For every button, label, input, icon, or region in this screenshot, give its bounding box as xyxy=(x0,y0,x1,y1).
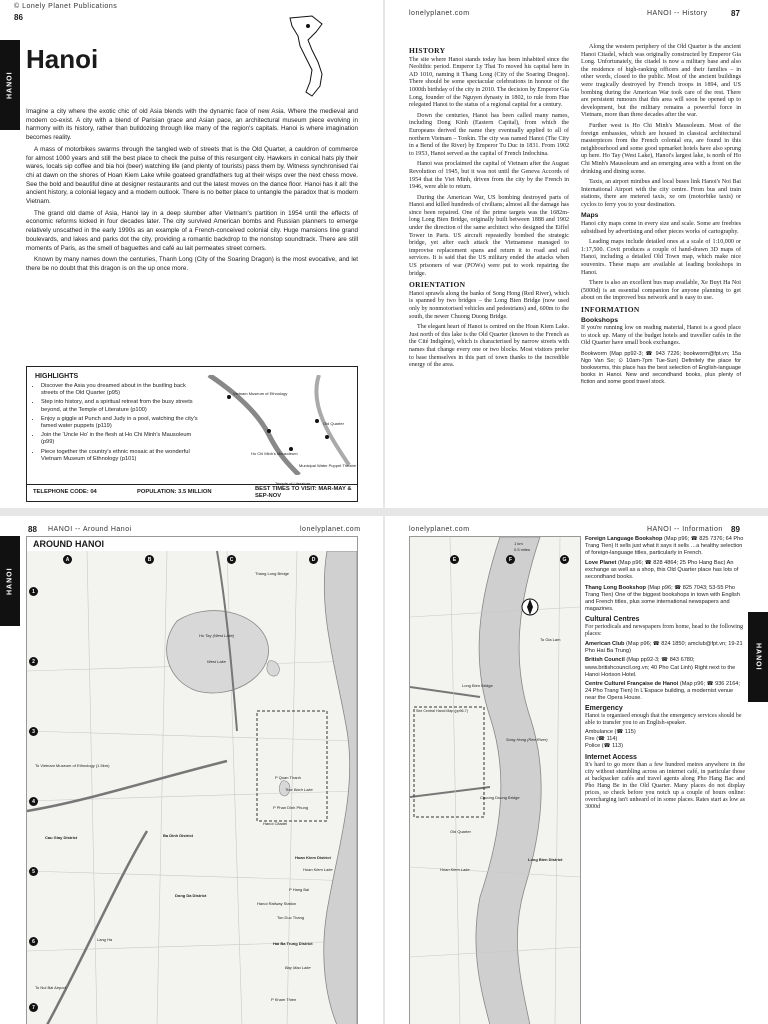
side-tab: HANOI xyxy=(0,40,20,130)
map-label: Old Quarter xyxy=(323,421,344,426)
map-label: Lang Ha xyxy=(97,937,113,942)
grid-col-marker: E xyxy=(450,555,459,564)
paragraph: The site where Hanoi stands today has been inhabited since the Neolithic period. Emperor Ly Thai To moved his capital here in AD 1010, naming it Thang Long (City of the Soaring Dragon). There should be some spectacular celebrations in honour of the 1000th birthday of the city in 2010. The decision by Emperor Gia Long, founder of the Nguyen dynasty in 1802, to rule from Hue relegated Hanoi to the status of a regional capital for a century. xyxy=(409,56,569,109)
map-label: Bay Mau Lake xyxy=(285,965,311,970)
hanoi-east-map-canvas xyxy=(410,537,580,1024)
grid-row-marker: 1 xyxy=(29,587,38,596)
highlight-item: • Discover the Asia you dreamed about in the bustling back streets of the Old Quarter (p95) xyxy=(41,383,199,397)
map-label: P Kham Thien xyxy=(271,997,297,1002)
intro-paragraph: Imagine a city where the exotic chic of old Asia blends with the dynamic face of new Asia. Where the medieval and modern co-exist. A city with a blend of Parisian grace and Asian pace, an architectural museum piece evolving in harmony with its history, rather than bulldozing through like many of the region's capitals. Hanoi is where imagination becomes reality. xyxy=(26,108,358,142)
running-head: lonelyplanet.com xyxy=(409,10,470,17)
section-head: HANOI -- Around Hanoi xyxy=(48,526,132,533)
listing-text: (Map p96; ☎ 825 7043; 53-55 Pho Trang Tien) One of the biggest bookshops in town with English and French titles, plus some international newspapers and magazines. xyxy=(585,584,740,612)
map-label: To Noi Bai Airport xyxy=(35,985,66,990)
map-label: Cau Giay District xyxy=(45,835,78,840)
highlights-footer xyxy=(27,484,357,501)
grid-col-marker: C xyxy=(227,555,236,564)
map-label: Vietnam Museum of Ethnology xyxy=(233,391,288,396)
map-label: Ton Duc Thang xyxy=(277,915,305,920)
paragraph: If you're running low on reading material, Hanoi is a good place to stock up. Many of the budget hotels and traveller cafés in the Old Quarter have small book exchanges. xyxy=(581,325,741,347)
page-number: 87 xyxy=(731,9,740,18)
map-label: Ho Chi Minh's Mausoleum xyxy=(251,451,298,456)
listing xyxy=(585,560,745,581)
paragraph: A mass of motorbikes swarms through the tangled web of streets that is the Old Quarter, a cauldron of commerce for almost 1000 years and still the best place to check the pulse of this resurgent city. Hawkers in conical hats ply their wares, locals sip coffee and bia hoi (beer) watching life (and plenty of tourists) pass them by. Witness synchronised t'ai chi at dawn on the shores of Hoan Kiem Lake while goateed grandfathers tug at their wisps over the next chess move. See the bold and beautiful dine at designer restaurants and cut the latest moves on the dance floor. Hanoi has it all: the ancient history, a colonial legacy and a modern outlook. There is no better place to untangle the paradox that is modern Vietnam. xyxy=(26,145,358,206)
map-label: To Gia Lam xyxy=(540,637,561,642)
listing-text: (Map p96; ☎ 828 4864; 25 Pho Hang Bac) An exchange as well as a shop, this Old Quarter place has lots of secondhand books. xyxy=(585,560,739,581)
listing xyxy=(585,641,745,655)
paragraph: Further west is Ho Chi Minh's Mausoleum. Most of the foreign embassies, which are housed in classical architectural masterpieces from the French colonial era, are found in this neighbourhood and some good upmarket hotels have also sprung up here. Ho Tay (West Lake), Hanoi's largest lake, is north of Ho Chi Minh's Mausoleum and an emerging area with a front on the drinking and dining scene. xyxy=(581,122,741,175)
section-heading: ORIENTATION xyxy=(409,280,466,290)
information-column xyxy=(585,536,745,811)
side-tab: HANOI xyxy=(0,536,20,626)
subheading: Bookshops xyxy=(581,316,619,324)
map-label: Chuong Duong Bridge xyxy=(480,795,520,800)
grid-row-marker: 2 xyxy=(29,657,38,666)
listing-name: British Council xyxy=(585,657,625,664)
scale-label: 0.5 miles xyxy=(514,547,531,552)
map-label: Old Quarter xyxy=(450,829,471,834)
running-head: lonelyplanet.com xyxy=(409,526,470,533)
listing-name: Thang Long Bookshop xyxy=(585,584,646,591)
section-head: HANOI -- Information xyxy=(647,526,723,533)
paragraph: Hanoi sprawls along the banks of Song Hong (Red River), which is spanned by two bridges – the Long Bien Bridge (now used only by nonmotorised vehicles and pedestrians) and, 600m to the south, the newer Chuong Duong Bridge. xyxy=(409,290,569,320)
highlights-list xyxy=(31,383,199,465)
map-label: Dong Da District xyxy=(175,893,207,898)
subheading: Maps xyxy=(581,212,599,220)
paragraph: The grand old dame of Asia, Hanoi lay in a deep slumber after Vietnam's partition in 1954 until the effects of economic reforms kicked in four decades later. The city survived American bombs and Russian planners to emerge relatively unscathed in the early 1990s as an example of a French-conceived colonial city. Huge mansions line grand boulevards, and lakes and parks dot the city, providing a romantic backdrop to the nonstop soundtrack. There are still moments of Paris, as the smell of baguettes and café au lait permeates street corners. xyxy=(26,209,358,252)
map-label: P Quan Thanh xyxy=(275,775,301,780)
listing xyxy=(585,585,745,613)
highlight-item: • Enjoy a giggle at Punch and Judy in a pool, watching the city's famed water puppets (p119) xyxy=(41,416,199,430)
listing-name: Love Planet xyxy=(585,560,617,567)
page-86 xyxy=(0,0,383,508)
listing-name: Centre Culturel Française de Hanoi xyxy=(585,680,679,687)
side-tab: HANOI xyxy=(748,612,768,702)
population: POPULATION: 3.5 MILLION xyxy=(137,489,212,495)
listing xyxy=(585,657,745,678)
grid-col-marker: A xyxy=(63,555,72,564)
page-87 xyxy=(385,0,768,508)
copyright: © Lonely Planet Publications xyxy=(14,3,118,10)
grid-col-marker: G xyxy=(560,555,569,564)
highlight-item: • Step into history, and a spiritual retreat from the busy streets beyond, at the Temple of Literature (p100) xyxy=(41,399,199,413)
map-label: See Central Hanoi Map (pp96-7) xyxy=(416,709,468,713)
page-number: 89 xyxy=(731,525,740,534)
map-label: P Phan Dinh Phung xyxy=(273,805,309,810)
map-label: Municipal Water Puppet Theatre xyxy=(299,463,357,468)
map-label: Hoan Kiem Lake xyxy=(303,867,333,872)
paragraph: Hanoi was proclaimed the capital of Vietnam after the August Revolution of 1945, but it was not until the Geneva Accords of 1954 that the Viet Minh, driven from the city by the French in 1946, were able to return. xyxy=(409,161,569,191)
paragraph: The elegant heart of Hanoi is centred on the Hoan Kiem Lake. Just north of this lake is the Old Quarter (known to the French as the Cité Indigène), which is characterised by narrow streets with names that change every one or two blocks. Most visitors prefer to base themselves in this part of town thanks to the incredible energy of the area. xyxy=(409,324,569,369)
page-89 xyxy=(385,516,768,1024)
map-label: Ho Tay (West Lake) xyxy=(199,633,235,638)
map-label: Hoan Kiem District xyxy=(295,855,331,860)
page-number: 88 xyxy=(28,525,37,534)
paragraph: Along the western periphery of the Old Quarter is the ancient Hanoi Citadel, which was originally constructed by Emperor Gia Long. Unfortunately, the citadel is now a military base and also the residence of high-ranking officers and their families – in other words, closed to the public. Most of the ancient buildings were tragically destroyed by French troops in 1894, and US bombing during the American War took care of the rest. There are persistent rumours that this area will soon be opened up to development, but the military remains a powerful force in Vietnam, more than three decades after the war. xyxy=(581,44,741,119)
subheading: Internet Access xyxy=(585,753,637,761)
grid-col-marker: D xyxy=(309,555,318,564)
map-label: Long Bien Bridge xyxy=(462,683,493,688)
emergency-police: Police (☎ 113) xyxy=(585,743,623,750)
map-label: Hoan Kiem Lake xyxy=(440,867,470,872)
intro-block xyxy=(26,108,358,277)
grid-col-marker: B xyxy=(145,555,154,564)
listing-text: (Map p96; ☎ 936 2164; 24 Pho Trang Tien) In L'Espace building, a modernist venue near the Opera House. xyxy=(585,680,740,701)
map-label: Truc Bach Lake xyxy=(285,787,313,792)
highlights-title: HIGHLIGHTS xyxy=(35,373,79,380)
map-label: Long Bien District xyxy=(528,857,563,862)
column-left xyxy=(409,44,569,373)
scale-label: 1 km xyxy=(514,541,523,546)
subheading: Emergency xyxy=(585,704,623,712)
map-label: Hanoi Railway Station xyxy=(257,901,297,906)
listing-name: Foreign Language Bookshop xyxy=(585,536,663,542)
map-label: Temple of Literature xyxy=(275,481,311,486)
page-title: Hanoi xyxy=(26,44,99,74)
around-hanoi-map xyxy=(26,536,358,1024)
subheading: Cultural Centres xyxy=(585,615,640,623)
map-label: Hai Ba Trung District xyxy=(273,941,313,946)
hanoi-east-map xyxy=(409,536,581,1024)
grid-row-marker: 5 xyxy=(29,867,38,876)
telephone-code: TELEPHONE CODE: 04 xyxy=(33,489,97,495)
paragraph: Taxis, an airport minibus and local buses link Hanoi's Noi Bai International Airport with the city centre. From bus and train stations, there are metered taxis, xe om (motorbike taxis) or cyclos to ferry you to your destination. xyxy=(581,179,741,208)
paragraph: Known by many names down the centuries, Thanh Long (City of the Soaring Dragon) is the most evocative, and let there be no doubt that this dragon is on the up once more. xyxy=(26,256,358,272)
paragraph: During the American War, US bombing destroyed parts of Hanoi and killed hundreds of civilians; almost all the damage has since been repaired. One of the prime targets was the 1682m-long Long Bien Bridge, originally built between 1888 and 1902 under the direction of the same architect who designed the Eiffel Tower in Paris. US aircraft repeatedly bombed the strategic bridge, yet after each attack the Vietnamese managed to improvise replacement spans and return it to road and rail services. It is said that the US military ended the attacks when US prisoners of war (POWs) were put to work repairing the bridge. xyxy=(409,194,569,277)
grid-row-marker: 3 xyxy=(29,727,38,736)
section-heading: HISTORY xyxy=(409,46,446,55)
map-label: Ba Dinh District xyxy=(163,833,194,838)
paragraph: Leading maps include detailed ones at a scale of 1:10,000 or 1:17,500. Covit produces a couple of hand-drawn 3D maps of Hanoi, including a detailed Old Town map, which make nice souvenirs. These maps are available at leading bookshops in Hanoi. xyxy=(581,239,741,276)
grid-row-marker: 6 xyxy=(29,937,38,946)
highlight-item: • Piece together the country's ethnic mosaic at the wonderful Vietnam Museum of Ethnology (p101) xyxy=(41,449,199,463)
highlights-box xyxy=(26,366,358,502)
map-label: West Lake xyxy=(207,659,226,664)
vietnam-outline-icon xyxy=(282,12,342,102)
emergency-fire: Fire (☎ 114) xyxy=(585,736,618,743)
map-label: Thang Long Bridge xyxy=(255,571,290,576)
listing xyxy=(585,536,745,557)
best-times: BEST TIMES TO VISIT: MAR-MAY & SEP-NOV xyxy=(255,486,352,499)
map-label: P Hang Bai xyxy=(289,887,310,892)
paragraph: There is also an excellent bus map available, Xe Buyt Ha Noi (5000d) is an essential companion for anyone planning to get about on the improved bus network and is easy to use. xyxy=(581,280,741,302)
running-head: lonelyplanet.com xyxy=(300,526,361,533)
map-label: Hanoi Citadel xyxy=(263,821,288,826)
paragraph: It's hard to go more than a few hundred metres anywhere in the city without stumbling across an internet café, in particular those at backpacker cafés and travel agents along Pho Hang Bac and Pho Hang Be in the Old Quarter. Many places do not display prices, so check before you notch up a couple of hours online: overcharging isn't unheard of in some places. Rates start as low as 3000d xyxy=(585,761,745,811)
section-head: HANOI -- History xyxy=(647,10,708,17)
map-label: Song Hong (Red River) xyxy=(506,737,548,742)
grid-row-marker: 4 xyxy=(29,797,38,806)
listing-text: (Map p96; ☎ 825 7376; 64 Pho Trang Tien) It sells just what it says it sells …a healthy selection of foreign-language titles, particularly in French. xyxy=(585,536,744,557)
paragraph: Hanoi city maps come in every size and scale. Some are freebies subsidised by advertising and other pieces works of cartography. xyxy=(581,221,741,235)
paragraph: Down the centuries, Hanoi has been called many names, including Dong Kinh (Eastern Capital), from which the Europeans derived the name they eventually applied to all of northern Vietnam – Tonkin. The city was named Hanoi (The City in a Bend of the River) by Emperor Tu Duc in 1831. From 1902 to 1953, Hanoi served as the capital of French Indochina. xyxy=(409,112,569,157)
emergency-ambulance: Ambulance (☎ 115) xyxy=(585,729,636,736)
map-label: To Vietnam Museum of Ethnology (1.5km) xyxy=(35,763,110,768)
map-title: AROUND HANOI xyxy=(27,537,357,552)
paragraph: Hanoi is organised enough that the emergency services should be able to transfer you to an English-speaker. xyxy=(585,713,742,727)
column-right xyxy=(581,44,741,389)
listing-text: (Map p96; ☎ 824 1850; amclub@fpt.vn; 19-21 Pho Hai Ba Trung) xyxy=(585,641,743,655)
highlight-item: • Join the 'Uncle Ho' in the flesh at Ho Chi Minh's Mausoleum (p99) xyxy=(41,432,199,446)
listing-name: American Club xyxy=(585,641,625,648)
section-heading: INFORMATION xyxy=(581,305,640,314)
page-88 xyxy=(0,516,383,1024)
grid-col-marker: F xyxy=(506,555,515,564)
grid-row-marker: 7 xyxy=(29,1003,38,1012)
listing-bookworm: Bookworm (Map pp92-3; ☎ 943 7226; bookworm@fpt.vn; 15a Ngo Van So; ⊙ 10am-7pm Tue-Sun) Definitely the place for bookworms, this place has the best selection of English-language books in Hanoi. New and secondhand books, plus plenty of fiction and some good travel stock. xyxy=(581,350,741,385)
paragraph: For periodicals and newspapers from home, head to the following places: xyxy=(585,624,743,638)
listing xyxy=(585,681,745,702)
page-number: 86 xyxy=(14,13,23,22)
listing-text: (Map pp92-3; ☎ 843 6780; www.britishcouncil.org.vn; 40 Pho Cat Linh) Right next to the Hanoi Horison Hotel. xyxy=(585,657,736,678)
